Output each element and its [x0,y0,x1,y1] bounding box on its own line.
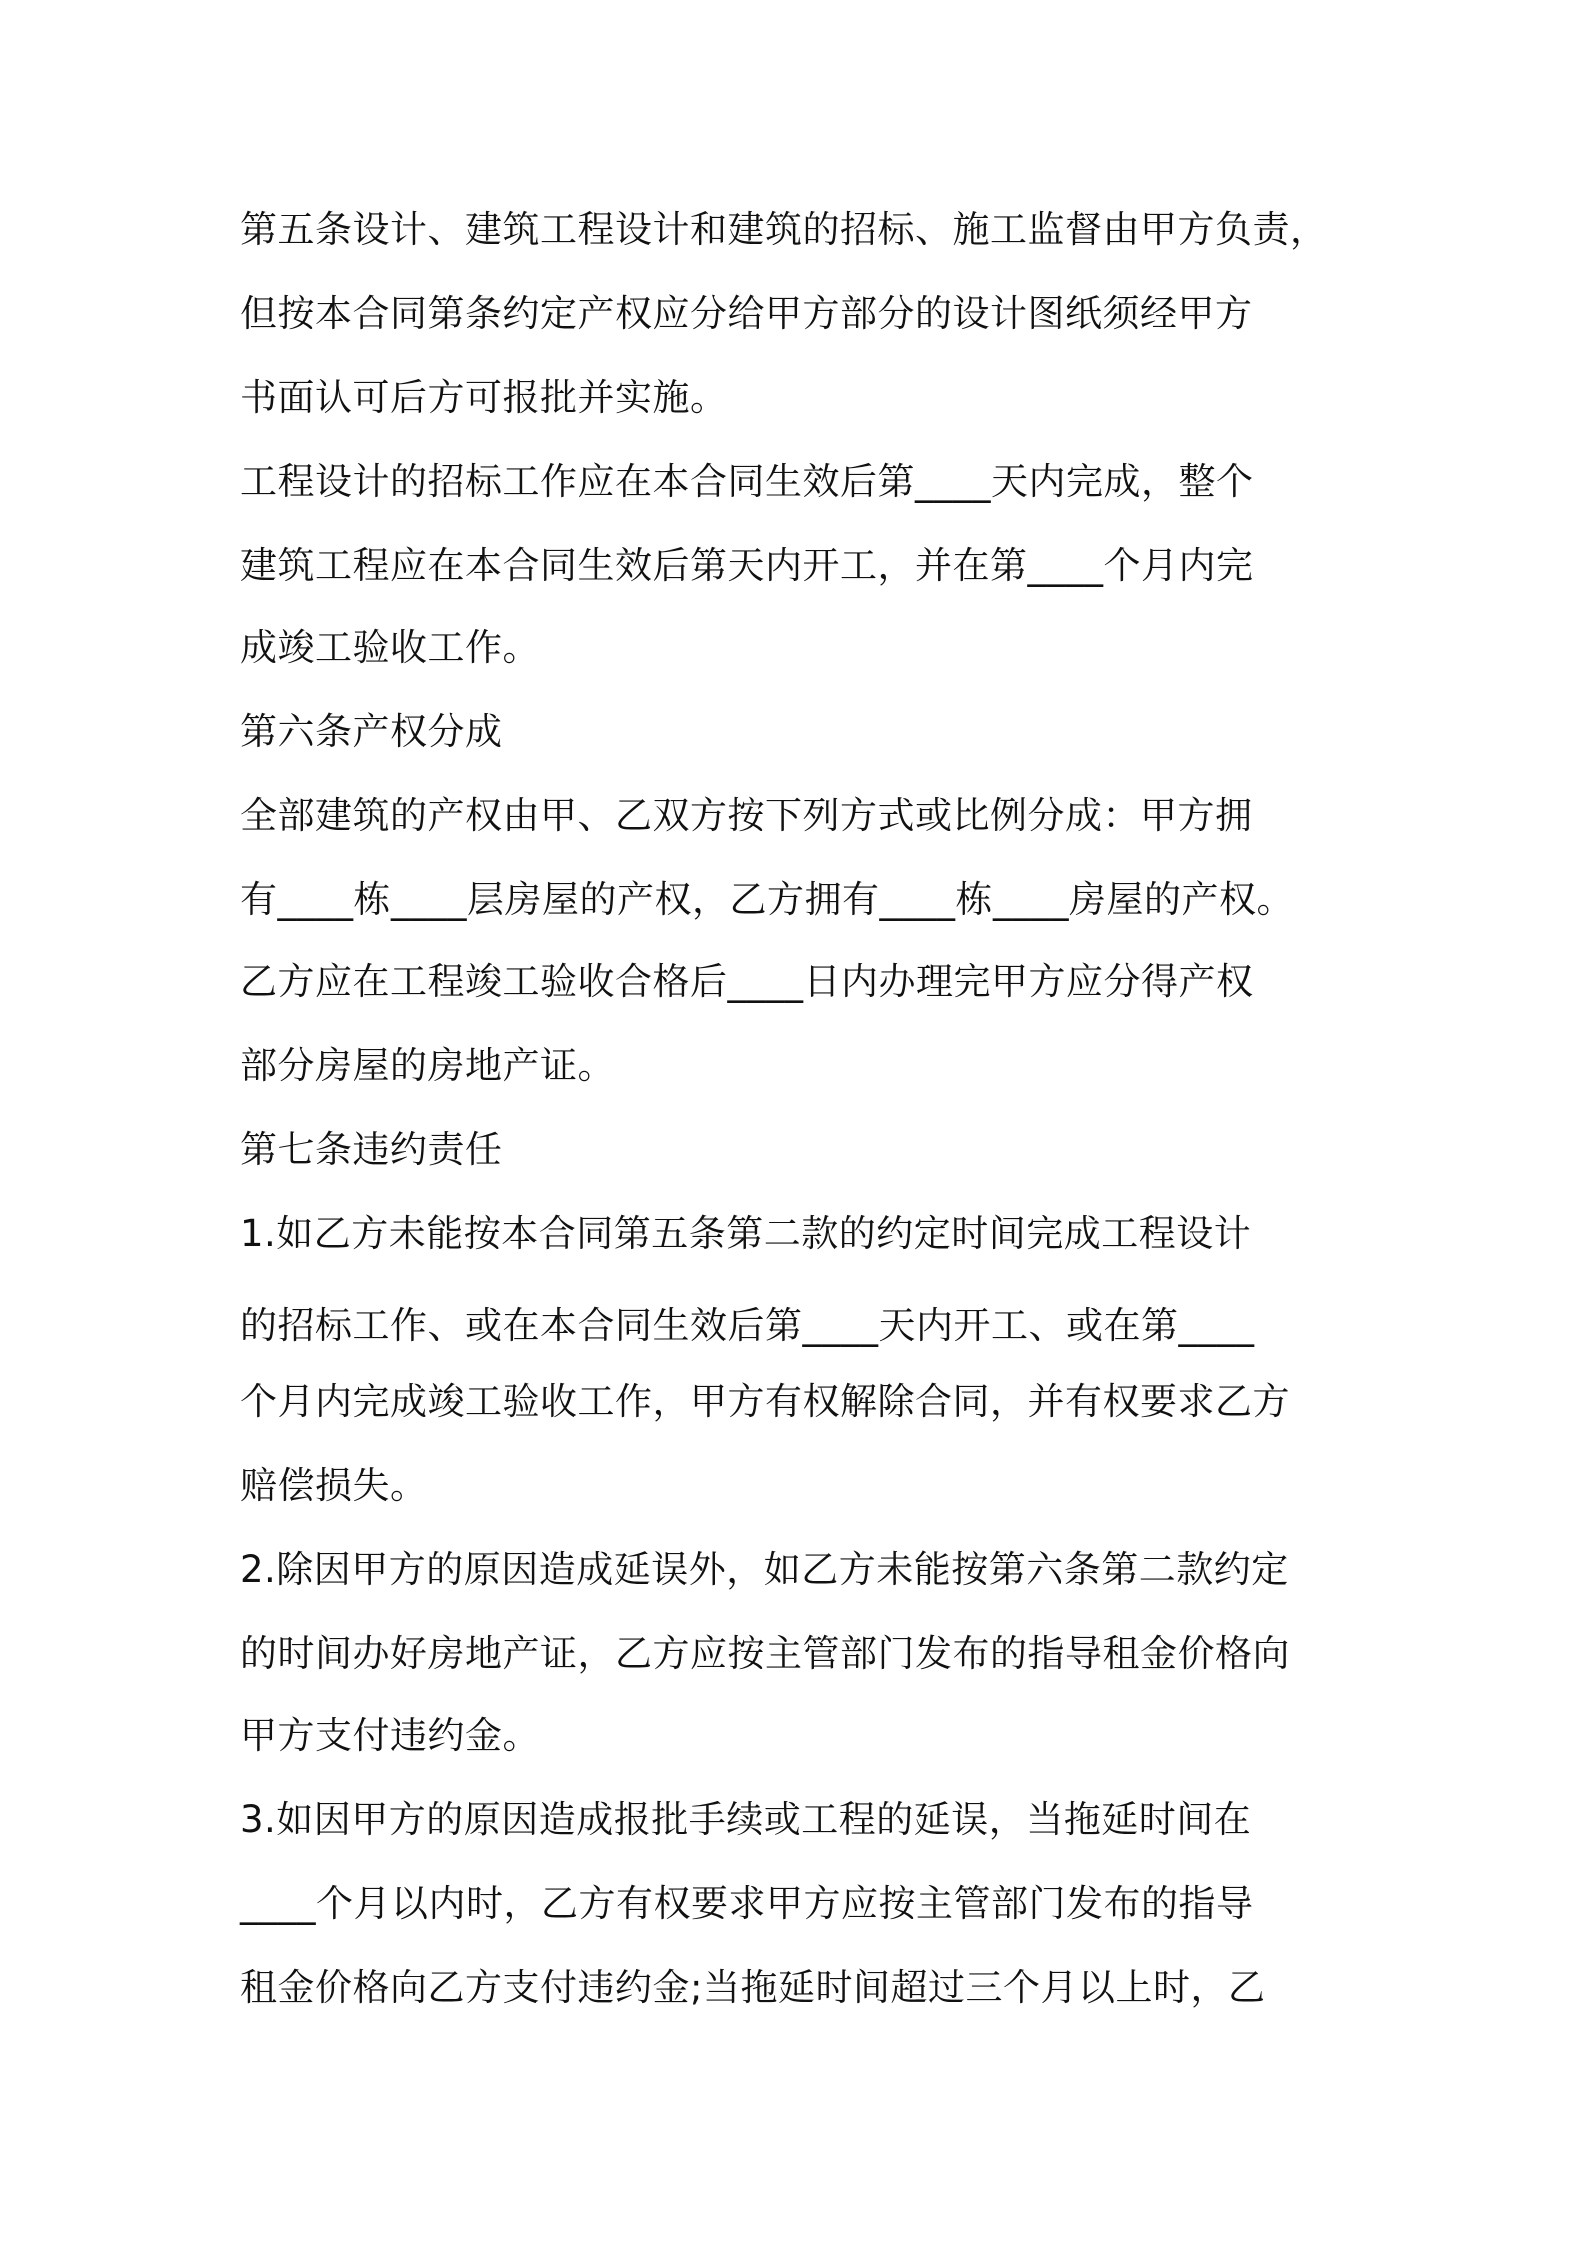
text-line: ____个月以内时，乙方有权要求甲方应按主管部门发布的指导 [240,1882,1254,1925]
text-line: 1.如乙方未能按本合同第五条第二款的约定时间完成工程设计 [240,1212,1252,1255]
text-line: 赔偿损失。 [240,1464,428,1507]
text-line: 2.除因甲方的原因造成延误外，如乙方未能按第六条第二款约定 [240,1548,1289,1591]
text-line: 的时间办好房地产证，乙方应按主管部门发布的指导租金价格向 [240,1632,1290,1675]
text-line: 个月内完成竣工验收工作，甲方有权解除合同，并有权要求乙方 [240,1380,1290,1423]
text-line: 有____栋____层房屋的产权，乙方拥有____栋____房屋的产权。 [240,878,1294,921]
text-line: 乙方应在工程竣工验收合格后____日内办理完甲方应分得产权 [240,960,1254,1003]
text-line: 甲方支付违约金。 [240,1714,540,1757]
text-line: 成竣工验收工作。 [240,626,540,669]
section-heading: 第六条产权分成 [240,710,503,753]
text-line: 工程设计的招标工作应在本合同生效后第____天内完成，整个 [240,460,1254,503]
text-line: 部分房屋的房地产证。 [240,1044,615,1087]
text-line: 但按本合同第条约定产权应分给甲方部分的设计图纸须经甲方 [240,292,1253,335]
text-line: 3.如因甲方的原因造成报批手续或工程的延误，当拖延时间在 [240,1798,1252,1841]
text-line: 书面认可后方可报批并实施。 [240,376,728,419]
text-line: 全部建筑的产权由甲、乙双方按下列方式或比例分成：甲方拥 [240,794,1253,837]
text-line: 的招标工作、或在本合同生效后第____天内开工、或在第____ [240,1304,1255,1347]
text-line: 第五条设计、建筑工程设计和建筑的招标、施工监督由甲方负责， [240,208,1328,251]
text-line: 建筑工程应在本合同生效后第天内开工，并在第____个月内完 [240,544,1254,587]
text-line: 租金价格向乙方支付违约金;当拖延时间超过三个月以上时，乙 [240,1966,1266,2009]
section-heading: 第七条违约责任 [240,1128,503,1171]
